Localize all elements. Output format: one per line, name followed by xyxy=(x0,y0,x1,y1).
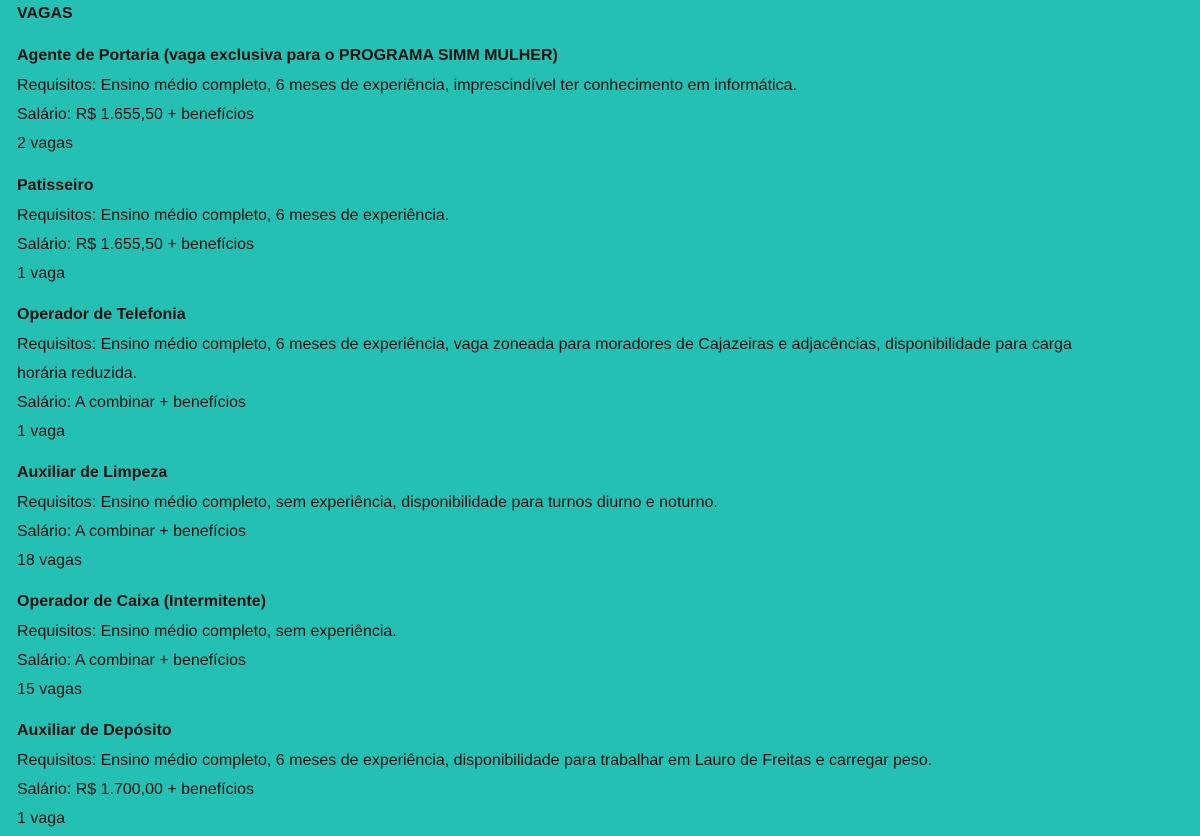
job-openings: 1 vaga xyxy=(17,423,66,440)
job-title: Operador de Telefonia xyxy=(17,306,186,323)
job-requirements: Requisitos: Ensino médio completo, 6 meses de experiência, imprescindível ter conhecimento em informática. xyxy=(17,77,797,94)
job-title: Patisseiro xyxy=(17,177,94,194)
job-requirements: Requisitos: Ensino médio completo, 6 meses de experiência. xyxy=(17,207,450,224)
job-openings: 15 vagas xyxy=(17,681,82,698)
page-title: VAGAS xyxy=(17,5,73,22)
job-requirements: Requisitos: Ensino médio completo, sem experiência, disponibilidade para turnos diurno e noturno. xyxy=(17,494,718,511)
job-listing xyxy=(17,305,1077,446)
job-openings: 1 vaga xyxy=(17,810,66,827)
job-title: Agente de Portaria (vaga exclusiva para o PROGRAMA SIMM MULHER) xyxy=(17,47,558,64)
job-requirements: Requisitos: Ensino médio completo, 6 meses de experiência, disponibilidade para trabalhar em Lauro de Freitas e carregar peso. xyxy=(17,752,933,769)
job-salary: Salário: A combinar + benefícios xyxy=(17,523,247,540)
job-openings: 18 vagas xyxy=(17,552,82,569)
job-listing xyxy=(17,721,1077,833)
job-requirements: Requisitos: Ensino médio completo, sem experiência. xyxy=(17,623,397,640)
job-title: Auxiliar de Depósito xyxy=(17,722,172,739)
job-openings: 1 vaga xyxy=(17,265,66,282)
job-listing xyxy=(17,463,1077,575)
job-title: Operador de Caixa (Intermitente) xyxy=(17,593,266,610)
job-salary: Salário: R$ 1.655,50 + benefícios xyxy=(17,106,255,123)
job-openings: 2 vagas xyxy=(17,135,74,152)
job-salary: Salário: R$ 1.700,00 + benefícios xyxy=(17,781,255,798)
job-listing xyxy=(17,46,1077,158)
job-listing xyxy=(17,176,1077,288)
job-salary: Salário: R$ 1.655,50 + benefícios xyxy=(17,236,255,253)
job-salary: Salário: A combinar + benefícios xyxy=(17,652,247,669)
job-requirements: Requisitos: Ensino médio completo, 6 meses de experiência, vaga zoneada para moradores de Cajazeiras e adjacências, disponibilidade para carga horária reduzida. xyxy=(17,336,1072,382)
job-salary: Salário: A combinar + benefícios xyxy=(17,394,247,411)
job-listing xyxy=(17,592,1077,704)
job-title: Auxiliar de Limpeza xyxy=(17,464,168,481)
